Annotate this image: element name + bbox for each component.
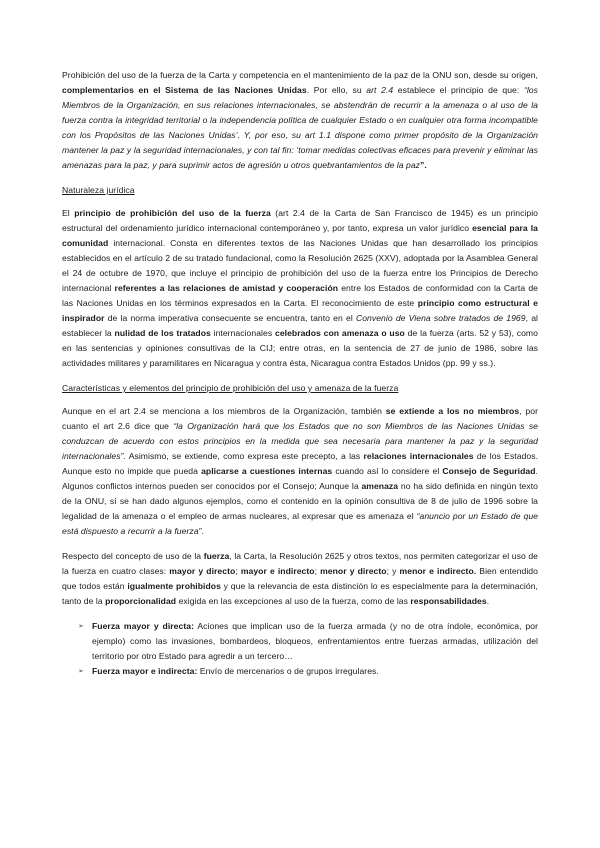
paragraph-caracteristicas: Aunque en el art 2.4 se menciona a los miembros de la Organización, también se extiende a los no miembros, por cuanto el art 2.6 dice que “la Organización hará que los Estados que no son Miembros de las Naciones Unidas se conduzcan de acuerdo con estos principios en la medida que sea necesaria para mantener la paz y la seguridad internacionales”. Asimismo, se extiende, como expresa este precepto, a las relaciones internacionales de los Estados. Aunque esto no impide que pueda aplicarse a cuestiones internas cuando así lo considere el Consejo de Seguridad. Algunos conflictos internos pueden ser conocidos por el Consejo; Aunque la amenaza no ha sido definida en ningún texto de la ONU, sí se han dado algunos ejemplos, como el contenido en la opinión consultiva de 8 de julio de 1996 sobre la legalidad de la amenaza o el empleo de armas nucleares, al expresar que es amenaza el “anuncio por un Estado de que está dispuesto a recurrir a la fuerza”.	[62, 406, 539, 536]
document-page	[62, 68, 538, 679]
force-types-list	[62, 619, 538, 679]
arrow-bullet-icon: ➢	[78, 668, 84, 675]
arrow-bullet-icon: ➢	[78, 623, 84, 630]
list-item: ➢ Fuerza mayor y directa: Aciones que implican uso de la fuerza armada (y no de otra índole, económica, por ejemplo) como las invasiones, bombardeos, bloqueos, enfrentamientos entre fuerzas armadas, utilización del territorio por otro Estado para agredir a un tercero…	[78, 621, 538, 661]
list-item: ➢ Fuerza mayor e indirecta: Envío de mercenarios o de grupos irregulares.	[82, 664, 538, 679]
section-heading-caracteristicas: Características y elementos del principio de prohibición del uso y amenaza de la fuerza	[62, 383, 399, 393]
paragraph-intro: Prohibición del uso de la fuerza de la Carta y competencia en el mantenimiento de la paz de la ONU son, desde su origen, complementarios en el Sistema de las Naciones Unidas. Por ello, su art 2.4 establece el principio de que: “los Miembros de la Organización, en sus relaciones internacionales, se abstendrán de recurrir a la amenaza o al uso de la fuerza contra la integridad territorial o la independencia política de cualquier Estado o en cualquier otra forma incompatible con los Propósitos de las Naciones Unidas’. Y, por eso, su art 1.1 dispone como primer propósito de la Organización mantener la paz y la seguridad internacionales, y con tal fin: ‘tomar medidas colectivas eficaces para prevenir y eliminar las amenazas para la paz, y para suprimir actos de agresión u otros quebrantamientos de la paz”.	[62, 70, 538, 170]
paragraph-naturaleza: El principio de prohibición del uso de la fuerza (art 2.4 de la Carta de San Francisco de 1945) es un principio estructural del ordenamiento jurídico internacional contemporáneo y, por tanto, expresa un valor jurídico esencial para la comunidad internacional. Consta en diferentes textos de las Naciones Unidas que han desarrollado los principios establecidos en el artículo 2 de su tratado fundacional, como la Resolución 2625 (XXV), adoptada por la Asamblea General el 24 de octubre de 1970, que incluye el principio de prohibición del uso de la fuerza entre los Principios de Derecho internacional referentes a las relaciones de amistad y cooperación entre los Estados de conformidad con la Carta de las Naciones Unidas en los términos expresados en la Carta. El reconocimiento de este principio como estructural e inspirador de la norma imperativa consecuente se encuentra, tanto en el Convenio de Viena sobre tratados de 1969, al establecer la nulidad de los tratados internacionales celebrados con amenaza o uso de la fuerza (arts. 52 y 53), como en las sentencias y opiniones consultivas de la CIJ; entre otras, en la sentencia de 27 de junio de 1986, sobre las actividades militares y paramilitares en Nicaragua y contra ésta, Nicaragua contra Estados Unidos (pp. 99 y ss.).	[62, 208, 539, 368]
paragraph-concepto-fuerza: Respecto del concepto de uso de la fuerza, la Carta, la Resolución 2625 y otros textos, nos permiten categorizar el uso de la fuerza en cuatro clases: mayor y directo; mayor e indirecto; menor y directo; y menor e indirecto. Bien entendido que todos están igualmente prohibidos y que la relevancia de esta distinción lo es especialmente para la determinación, tanto de la proporcionalidad exigida en las excepciones al uso de la fuerza, como de las responsabilidades.	[62, 551, 539, 606]
section-heading-naturaleza: Naturaleza jurídica	[62, 185, 135, 195]
